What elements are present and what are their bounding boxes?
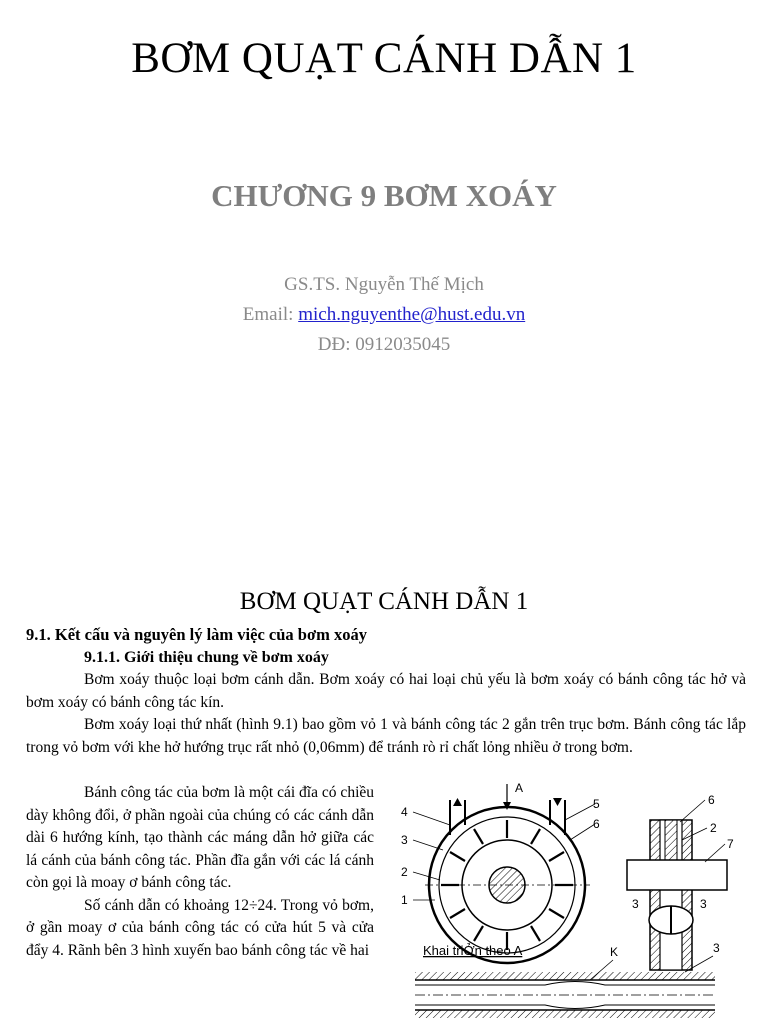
document-body [26, 624, 746, 759]
subsection-heading: 9.1.1. Giới thiệu chung về bơm xoáy [84, 648, 329, 666]
email-link[interactable]: mich.nguyenthe@hust.edu.vn [298, 304, 526, 325]
label-4: 4 [401, 805, 408, 819]
figure-caption: Khai triỞn theo A [423, 943, 523, 958]
label-2: 2 [401, 865, 408, 879]
label-3-bottom: 3 [713, 941, 720, 955]
paragraph-2: Bơm xoáy loại thứ nhất (hình 9.1) bao gồm vỏ 1 và bánh công tác 2 gắn trên trục bơm. Bánh công tác lắp trong vỏ bơm với khe hở hướng trục rất nhỏ (0,06mm) để tránh rò rỉ chất lỏng nhiều ở trong bơm. [26, 716, 746, 756]
label-5: 5 [593, 797, 600, 811]
pump-diagram [395, 780, 750, 1024]
author-name: GS.TS. Nguyễn Thế Mịch [284, 274, 484, 295]
slide2-title: BƠM QUẠT CÁNH DẪN 1 [239, 588, 529, 615]
label-6-side: 6 [708, 793, 715, 807]
slide-title: BƠM QUẠT CÁNH DẪN 1 [131, 35, 637, 82]
author-block [0, 270, 768, 360]
paragraph-3: Bánh công tác của bơm là một cái đĩa có chiều dày không đổi, ở phần ngoài của chúng có các cánh dẫn dài 6 hướng kính, tạo thành các máng dẫn hở giữa các lá cánh của bánh công tác. Phần đĩa gắn với các lá cánh còn gọi là moay ơ bánh công tác. [26, 784, 374, 891]
label-A: A [515, 781, 524, 795]
label-3-right: 3 [700, 897, 707, 911]
paragraph-1: Bơm xoáy thuộc loại bơm cánh dẫn. Bơm xoáy có hai loại chủ yếu là bơm xoáy có bánh công tác hở và bơm xoáy có bánh công tác kín. [26, 671, 746, 711]
pump-figure [395, 780, 750, 1024]
left-column [26, 782, 374, 962]
label-3: 3 [401, 833, 408, 847]
section-heading: 9.1. Kết cấu và nguyên lý làm việc của bơm xoáy [26, 625, 367, 644]
phone-line: DĐ: 0912035045 [317, 334, 451, 355]
email-label: Email: [242, 304, 299, 325]
label-K: K [610, 945, 619, 959]
label-3-left: 3 [632, 897, 639, 911]
chapter-title: CHƯƠNG 9 BƠM XOÁY [211, 178, 557, 213]
paragraph-4: Số cánh dẫn có khoảng 12÷24. Trong vỏ bơm, ở gần moay ơ của bánh công tác có cửa hút 5 và cửa đẩy 4. Rãnh bên 3 hình xuyến bao bánh công tác về hai [26, 896, 374, 959]
label-2-side: 2 [710, 821, 717, 835]
label-7: 7 [727, 837, 734, 851]
email-line [0, 300, 768, 330]
front-view [401, 781, 600, 963]
label-6: 6 [593, 817, 600, 831]
label-1: 1 [401, 893, 408, 907]
